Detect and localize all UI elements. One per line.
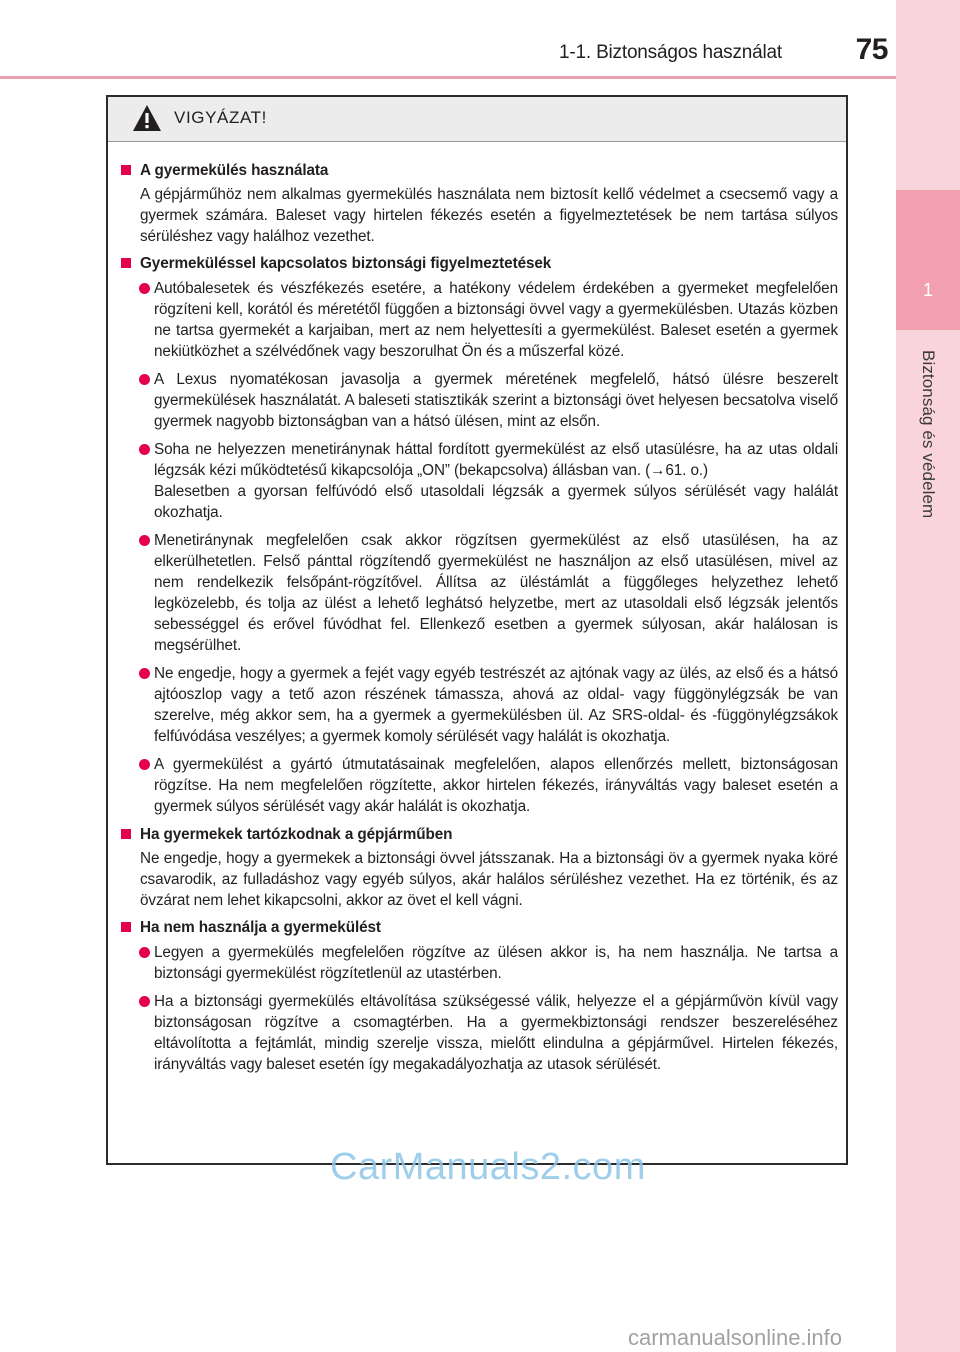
section-heading: A gyermekülés használata	[118, 160, 838, 181]
bullet-item: Autóbalesetek és vészfékezés esetére, a hatékony védelem érdekében a gyermeket megfelelően rögzíteni kell, korától és méretétől függően a biztonsági övvel vagy a gyermekülésben. Utazás közben ne tartsa gyermekét a karjaiban, mert az nem helyettesíti a gyermekülést. Baleset esetén a gyermek nekiütközhet a szélvédőnek vagy beszorulhat Ön és a műszerfal közé.	[118, 278, 838, 362]
chapter-title: Biztonság és védelem	[919, 350, 938, 519]
watermark-carmanualsonline: carmanualsonline.info	[628, 1325, 843, 1350]
chapter-title-vertical	[906, 350, 950, 550]
running-header-title: 1-1. Biztonságos használat	[559, 42, 782, 63]
bullet-item: A gyermekülést a gyártó útmutatásainak megfelelően, alapos ellenőrzés mellett, biztonságosan rögzítse. Ha nem megfelelően rögzítette, akkor hirtelen fékezés, irányváltás vagy baleset esetén a gyermek súlyos sérülését vagy akár halálát is okozhatja.	[118, 754, 838, 817]
warning-content	[108, 142, 846, 1075]
page-number: 75	[855, 33, 888, 66]
warning-header	[108, 97, 846, 142]
section-paragraph: Ne engedje, hogy a gyermekek a biztonsági övvel játsszanak. Ha a biztonsági öv a gyermek nyaka köré csavarodik, az fulladáshoz vagy egyéb súlyos, akár halálos sérüléshez vezethet. Ha ez történik, és az övzárat nem lehet kikapcsolni, akkor az övet el kell vágni.	[140, 850, 838, 909]
bullet-text: Soha ne helyezzen menetiránynak háttal fordított gyermekülést az első utasülésre, ha az utas oldali légzsák kézi működtetésű kikapcsolója „ON” (bekapcsolva) állásban van. (→61. o.)	[154, 441, 838, 479]
section-paragraph: A gépjárműhöz nem alkalmas gyermekülés használata nem biztosít kellő védelmet a csecsemő vagy a gyermek számára. Baleset vagy hirtelen fékezés esetén a figyelmeztetések be nem tartása súlyos sérüléshez vagy halálhoz vezethet.	[140, 186, 838, 245]
header-rule	[0, 76, 896, 79]
bullet-item: A Lexus nyomatékosan javasolja a gyermek méretének megfelelő, hátsó ülésre beszerelt gyermekülések használatát. A baleseti statisztikák szerint a biztonsági övet helyesen becsatolva viselő gyermek nagyobb biztonságban van a hátsó ülésen, mint az elsőn.	[118, 369, 838, 432]
section-heading: Ha gyermekek tartózkodnak a gépjárműben	[118, 824, 838, 845]
bullet-item: Ne engedje, hogy a gyermek a fejét vagy egyéb testrészét az ajtónak vagy az ülés, az első és a hátsó ajtóoszlop vagy a tető azon részének támassza, ahová az oldal- vagy függönylégzsák be van szerelve, még akkor sem, ha a gyermek a gyermekülésben ül. Az SRS-oldal- és -függönylégzsákok felfúvódása veszélyes; a gyermek komoly sérülését vagy halálát is okozhatja.	[118, 663, 838, 747]
section-heading: Ha nem használja a gyermekülést	[118, 917, 838, 938]
section-heading: Gyermeküléssel kapcsolatos biztonsági figyelmeztetések	[118, 253, 838, 274]
warning-triangle-icon	[132, 104, 162, 132]
bullet-item: Legyen a gyermekülés megfelelően rögzítve az ülésen akkor is, ha nem használja. Ne tartsa a biztonsági gyermekülést rögzítetlenül az utastérben.	[118, 942, 838, 984]
chapter-tab	[896, 190, 960, 330]
warning-title: VIGYÁZAT!	[174, 108, 267, 127]
bullet-item: Ha a biztonsági gyermekülés eltávolítása szükségessé válik, helyezze el a gépjárművön kívül vagy biztonságosan rögzítve a csomagtérben. Ha a gyermekbiztonsági rendszer beszereléséhez eltávolította a fejtámlát, mindig szerelje vissza, mielőtt elindulna a gépjárművel. Hirtelen fékezés, irányváltás vagy baleset esetén így megakadályozhatja az utasok sérülését.	[118, 991, 838, 1075]
chapter-number: 1	[922, 280, 933, 300]
watermark-carmanuals2: CarManuals2.com	[330, 1146, 646, 1188]
bullet-extra-text: Balesetben a gyorsan felfúvódó első utasoldali légzsák a gyermek súlyos sérülését vagy halálát okozhatja.	[154, 483, 838, 521]
bullet-item: Menetiránynak megfelelően csak akkor rögzítsen gyermekülést az első utasülésen, ha az elkerülhetetlen. Felső pánttal rögzítendő gyermekülést ne használjon az első utasülésen, mivel az nem rendelkezik felsőpánt-rögzítővel. Állítsa az üléstámlát a függőleges helyzethez lehető legközelebb, és tolja az ülést a lehető leghátsó helyzetbe, mert az utasoldali első légzsák jelentős sebességgel és erővel fúvódhat fel. Ellenkező esetben a gyermek súlyosan, akár halálosan is megsérülhet.	[118, 530, 838, 656]
warning-box	[106, 95, 848, 1165]
bullet-item	[118, 439, 838, 523]
